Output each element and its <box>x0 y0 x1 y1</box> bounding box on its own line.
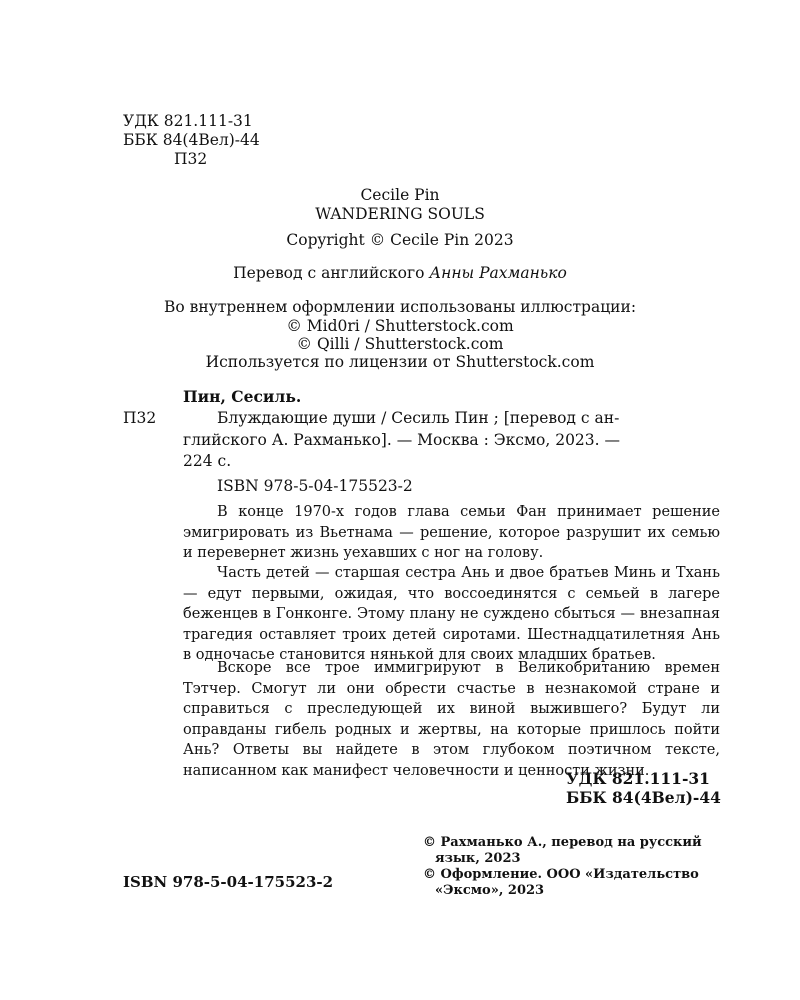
catalog-heading: Пин, Сесиль. <box>183 387 302 406</box>
footer-copyright-line-3: © Оформление. ООО «Издательство <box>423 867 699 882</box>
annotation-paragraph-2: Часть детей — старшая сестра Ань и двое братьев Минь и Тхань — едут первыми, ожидая, что воссоединятся с семьей в лагере беженцев в Гонконге. Этому плану не суждено сбыться — внезапная трагедия оставляет троих детей сиротами. Шестнадцатилетняя Ань в одночасье становится нянькой для своих младших братьев. <box>183 565 720 663</box>
catalog-isbn: ISBN 978-5-04-175523-2 <box>217 477 413 495</box>
annotation-paragraph-3: Вскоре все трое иммигрируют в Великобританию времен Тэтчер. Смогут ли они обрести счастье в незнакомой стране и справиться с преследующей их виной выжившего? Будут ли оправданы гибель родных и жертвы, на которые пришлось пойти Ань? Ответы вы найдете в этом глубоком поэтичном тексте, написанном как манифест человечности и ценности жизни. <box>183 660 720 779</box>
catalog-line-1: Блуждающие души / Сесиль Пин ; [перевод с ан- <box>217 409 620 427</box>
translator-name: Анны Рахманько <box>429 264 567 282</box>
author-mark: П32 <box>174 150 208 168</box>
catalog-line-2: глийского А. Рахманько]. — Москва : Эксмо, 2023. — <box>183 431 621 449</box>
bbk-code: ББК 84(4Вел)-44 <box>123 131 260 149</box>
bottom-bbk-code: ББК 84(4Вел)-44 <box>566 788 721 807</box>
translation-prefix: Перевод с английского <box>233 264 425 282</box>
catalog-line-3: 224 с. <box>183 452 232 470</box>
annotation-paragraph-1: В конце 1970-х годов глава семьи Фан принимает решение эмигрировать из Вьетнама — решение, которое разрушит их семью и перевернет жизнь уехавших с ног на голову. <box>183 504 720 561</box>
footer-copyright-line-2: язык, 2023 <box>435 851 521 866</box>
license-line: Используется по лицензии от Shutterstock.com <box>205 353 595 371</box>
bottom-udk-code: УДК 821.111-31 <box>566 769 710 788</box>
illustration-credit-1: © Mid0ri / Shutterstock.com <box>286 317 514 335</box>
original-author: Cecile Pin <box>360 186 440 204</box>
footer-copyright-line-4: «Эксмо», 2023 <box>435 883 545 898</box>
footer-copyright-line-1: © Рахманько А., перевод на русский <box>423 835 702 850</box>
translation-line <box>0 264 800 283</box>
illustrations-intro: Во внутреннем оформлении использованы иллюстрации: <box>163 298 637 316</box>
original-copyright: Copyright © Cecile Pin 2023 <box>286 231 514 249</box>
udk-code: УДК 821.111-31 <box>123 112 253 130</box>
original-title: WANDERING SOULS <box>315 205 485 223</box>
footer-isbn: ISBN 978-5-04-175523-2 <box>123 873 334 891</box>
catalog-mark: П32 <box>123 409 157 427</box>
illustration-credit-2: © Qilli / Shutterstock.com <box>296 335 504 353</box>
